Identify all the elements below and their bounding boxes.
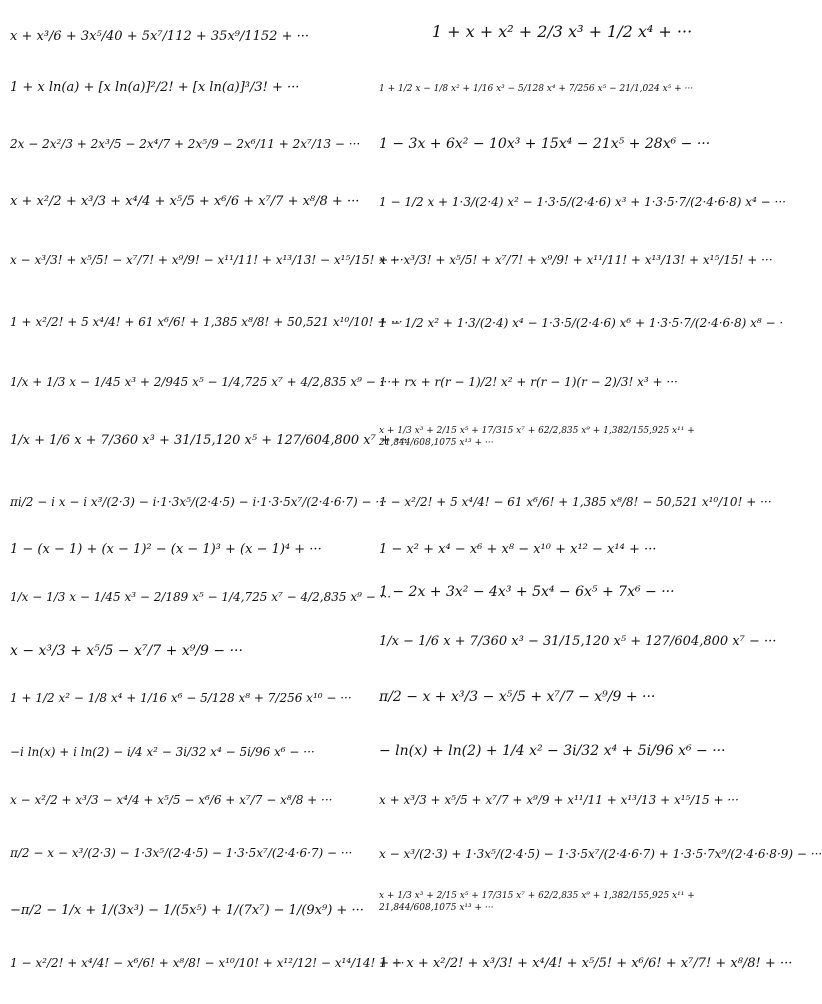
series-right-8: x + 1/3 x³ + 2/15 x⁵ + 17/315 x⁷ + 62/2,835 x⁹ + 1,382/155,925 x¹¹ + 21,844/608,1075 x¹³ + ···: [379, 425, 695, 448]
series-right-15: x + x³/3 + x⁵/5 + x⁷/7 + x⁹/9 + x¹¹/11 + x¹³/13 + x¹⁵/15 + ···: [379, 793, 739, 807]
series-right-14: − ln(x) + ln(2) + 1/4 x² − 3i/32 x⁴ + 5i/96 x⁶ − ···: [379, 743, 726, 759]
series-left-6: 1 + x²/2! + 5 x⁴/4! + 61 x⁶/6! + 1,385 x⁸/8! + 50,521 x¹⁰/10! + ···: [10, 315, 403, 329]
series-left-4: x + x²/2 + x³/3 + x⁴/4 + x⁵/5 + x⁶/6 + x⁷/7 + x⁸/8 + ···: [10, 193, 360, 209]
series-left-16: π/2 − x − x³/(2·3) − 1·3x⁵/(2·4·5) − 1·3·5x⁷/(2·4·6·7) − ···: [10, 846, 353, 860]
series-left-7: 1/x + 1/3 x − 1/45 x³ + 2/945 x⁵ − 1/4,725 x⁷ + 4/2,835 x⁹ − ···: [10, 375, 392, 389]
series-right-11: 1 − 2x + 3x² − 4x³ + 5x⁴ − 6x⁵ + 7x⁶ − ···: [379, 584, 675, 600]
series-left-11: 1/x − 1/3 x − 1/45 x³ − 2/189 x⁵ − 1/4,725 x⁷ − 4/2,835 x⁹ − ···: [10, 590, 392, 604]
series-left-2: 1 + x ln(a) + [x ln(a)]²/2! + [x ln(a)]³/3! + ···: [10, 79, 300, 95]
series-right-9: 1 − x²/2! + 5 x⁴/4! − 61 x⁶/6! + 1,385 x⁸/8! − 50,521 x¹⁰/10! + ···: [379, 495, 772, 509]
series-right-12: 1/x − 1/6 x + 7/360 x³ − 31/15,120 x⁵ + 127/604,800 x⁷ − ···: [379, 633, 777, 649]
series-left-8: 1/x + 1/6 x + 7/360 x³ + 31/15,120 x⁵ + 127/604,800 x⁷ + ···: [10, 432, 408, 448]
left-column: [0, 0, 408, 1004]
series-left-3: 2x − 2x²/3 + 2x³/5 − 2x⁴/7 + 2x⁵/9 − 2x⁶/11 + 2x⁷/13 − ···: [10, 137, 361, 151]
series-left-13: 1 + 1/2 x² − 1/8 x⁴ + 1/16 x⁶ − 5/128 x⁸ + 7/256 x¹⁰ − ···: [10, 691, 352, 705]
series-right-16: x − x³/(2·3) + 1·3x⁵/(2·4·5) − 1·3·5x⁷/(2·4·6·7) + 1·3·5·7x⁹/(2·4·6·8·9) − ···: [379, 847, 822, 861]
series-right-1: 1 + x + x² + 2/3 x³ + 1/2 x⁴ + ···: [431, 21, 693, 41]
series-left-18: 1 − x²/2! + x⁴/4! − x⁶/6! + x⁸/8! − x¹⁰/10! + x¹²/12! − x¹⁴/14! + ···: [10, 956, 405, 970]
series-left-1: x + x³/6 + 3x⁵/40 + 5x⁷/112 + 35x⁹/1152 + ···: [10, 28, 309, 44]
series-right-5: x + x³/3! + x⁵/5! + x⁷/7! + x⁹/9! + x¹¹/11! + x¹³/13! + x¹⁵/15! + ···: [379, 253, 773, 267]
series-left-17: −π/2 − 1/x + 1/(3x³) − 1/(5x⁵) + 1/(7x⁷) − 1/(9x⁹) + ···: [10, 902, 364, 918]
series-right-10: 1 − x² + x⁴ − x⁶ + x⁸ − x¹⁰ + x¹² − x¹⁴ + ···: [379, 541, 657, 557]
series-right-6: 1 − 1/2 x² + 1·3/(2·4) x⁴ − 1·3·5/(2·4·6) x⁶ + 1·3·5·7/(2·4·6·8) x⁸ − ·: [379, 316, 784, 330]
right-column: [373, 0, 822, 1004]
series-left-15: x − x²/2 + x³/3 − x⁴/4 + x⁵/5 − x⁶/6 + x⁷/7 − x⁸/8 + ···: [10, 793, 333, 807]
series-left-10: 1 − (x − 1) + (x − 1)² − (x − 1)³ + (x − 1)⁴ + ···: [10, 541, 322, 557]
series-right-3: 1 − 3x + 6x² − 10x³ + 15x⁴ − 21x⁵ + 28x⁶ − ···: [379, 136, 711, 152]
series-left-12: x − x³/3 + x⁵/5 − x⁷/7 + x⁹/9 − ···: [10, 643, 243, 659]
series-right-2: 1 + 1/2 x − 1/8 x² + 1/16 x³ − 5/128 x⁴ + 7/256 x⁵ − 21/1,024 x⁵ + ···: [379, 83, 694, 94]
series-right-17: x + 1/3 x³ + 2/15 x⁵ + 17/315 x⁷ + 62/2,835 x⁹ + 1,382/155,925 x¹¹ + 21,844/608,1075 x¹³ + ···: [379, 890, 695, 913]
series-right-13: π/2 − x + x³/3 − x⁵/5 + x⁷/7 − x⁹/9 + ···: [379, 689, 656, 705]
series-left-9: πi/2 − i x − i x³/(2·3) − i·1·3x⁵/(2·4·5) − i·1·3·5x⁷/(2·4·6·7) − ···: [10, 495, 387, 509]
series-left-14: −i ln(x) + i ln(2) − i/4 x² − 3i/32 x⁴ − 5i/96 x⁶ − ···: [10, 745, 315, 759]
series-right-4: 1 − 1/2 x + 1·3/(2·4) x² − 1·3·5/(2·4·6) x³ + 1·3·5·7/(2·4·6·8) x⁴ − ···: [379, 195, 786, 209]
series-right-7: 1 + rx + r(r − 1)/2! x² + r(r − 1)(r − 2)/3! x³ + ···: [379, 375, 678, 389]
series-right-18: 1 + x + x²/2! + x³/3! + x⁴/4! + x⁵/5! + x⁶/6! + x⁷/7! + x⁸/8! + ···: [379, 955, 793, 971]
series-left-5: x − x³/3! + x⁵/5! − x⁷/7! + x⁹/9! − x¹¹/11! + x¹³/13! − x¹⁵/15! + ···: [10, 253, 404, 267]
